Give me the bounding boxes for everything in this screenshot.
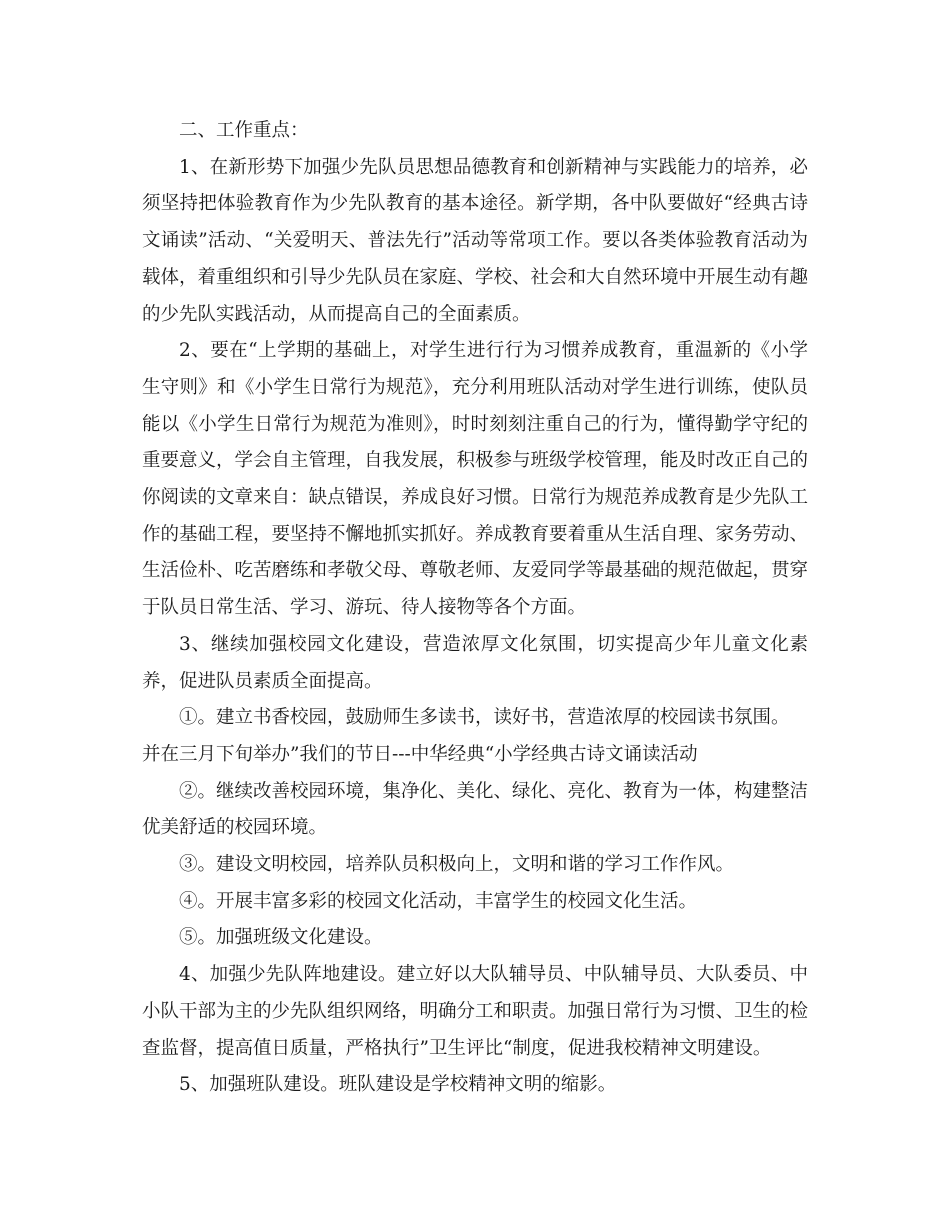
document-body: [142, 113, 808, 1104]
paragraph-point-5: 5、加强班队建设。班队建设是学校精神文明的缩影。: [179, 1074, 617, 1096]
paragraph-point-2: 2、要在“上学期的基础上，对学生进行行为习惯养成教育，重温新的《小学生守则》和《小学生日常行为规范》，充分利用班队活动对学生进行训练，使队员能以《小学生日常行为规范为准则》，时时刻刻注重自己的行为，懂得勤学守纪的重要意义，学会自主管理，自我发展，积极参与班级学校管理，能及时改正自己的你阅读的文章来自：缺点错误，养成良好习惯。日常行为规范养成教育是少先队工作的基础工程，要坚持不懈地抓实抓好。养成教育要着重从生活自理、家务劳动、生活俭朴、吃苦磨练和孝敬父母、尊敬老师、友爱同学等最基础的规范做起，贯穿于队员日常生活、学习、游玩、待人接物等各个方面。: [142, 340, 809, 619]
sub-item-3: ③。建设文明校园，培养队员积极向上，文明和谐的学习工作作风。: [179, 854, 735, 876]
sub-item-2: ②。继续改善校园环境，集净化、美化、绿化、亮化、教育为一体，构建整洁优美舒适的校园环境。: [142, 780, 809, 839]
sub-item-1-continuation: 并在三月下旬举办”我们的节日---中华经典“小学经典古诗文诵读活动: [142, 743, 698, 765]
paragraph-point-3: 3、继续加强校园文化建设，营造浓厚文化氛围，切实提高少年儿童文化素养，促进队员素质全面提高。: [142, 633, 808, 692]
sub-item-4: ④。开展丰富多彩的校园文化活动，丰富学生的校园文化生活。: [179, 890, 698, 912]
sub-item-1: ①。建立书香校园，鼓励师生多读书，读好书，营造浓厚的校园读书氛围。: [179, 707, 790, 729]
paragraph-point-1: 1、在新形势下加强少先队员思想品德教育和创新精神与实践能力的培养，必须坚持把体验教育作为少先队教育的基本途径。新学期，各中队要做好“经典古诗文诵读”活动、“关爱明天、普法先行”活动等常项工作。要以各类体验教育活动为载体，着重组织和引导少先队员在家庭、学校、社会和大自然环境中开展生动有趣的少先队实践活动，从而提高自己的全面素质。: [142, 156, 809, 325]
section-heading: 二、工作重点：: [179, 120, 309, 141]
sub-item-5: ⑤。加强班级文化建设。: [179, 927, 383, 949]
paragraph-point-4: 4、加强少先队阵地建设。建立好以大队辅导员、中队辅导员、大队委员、中小队干部为主的少先队组织网络，明确分工和职责。加强日常行为习惯、卫生的检查监督，提高值日质量，严格执行”卫生评比“制度，促进我校精神文明建设。: [142, 964, 809, 1059]
